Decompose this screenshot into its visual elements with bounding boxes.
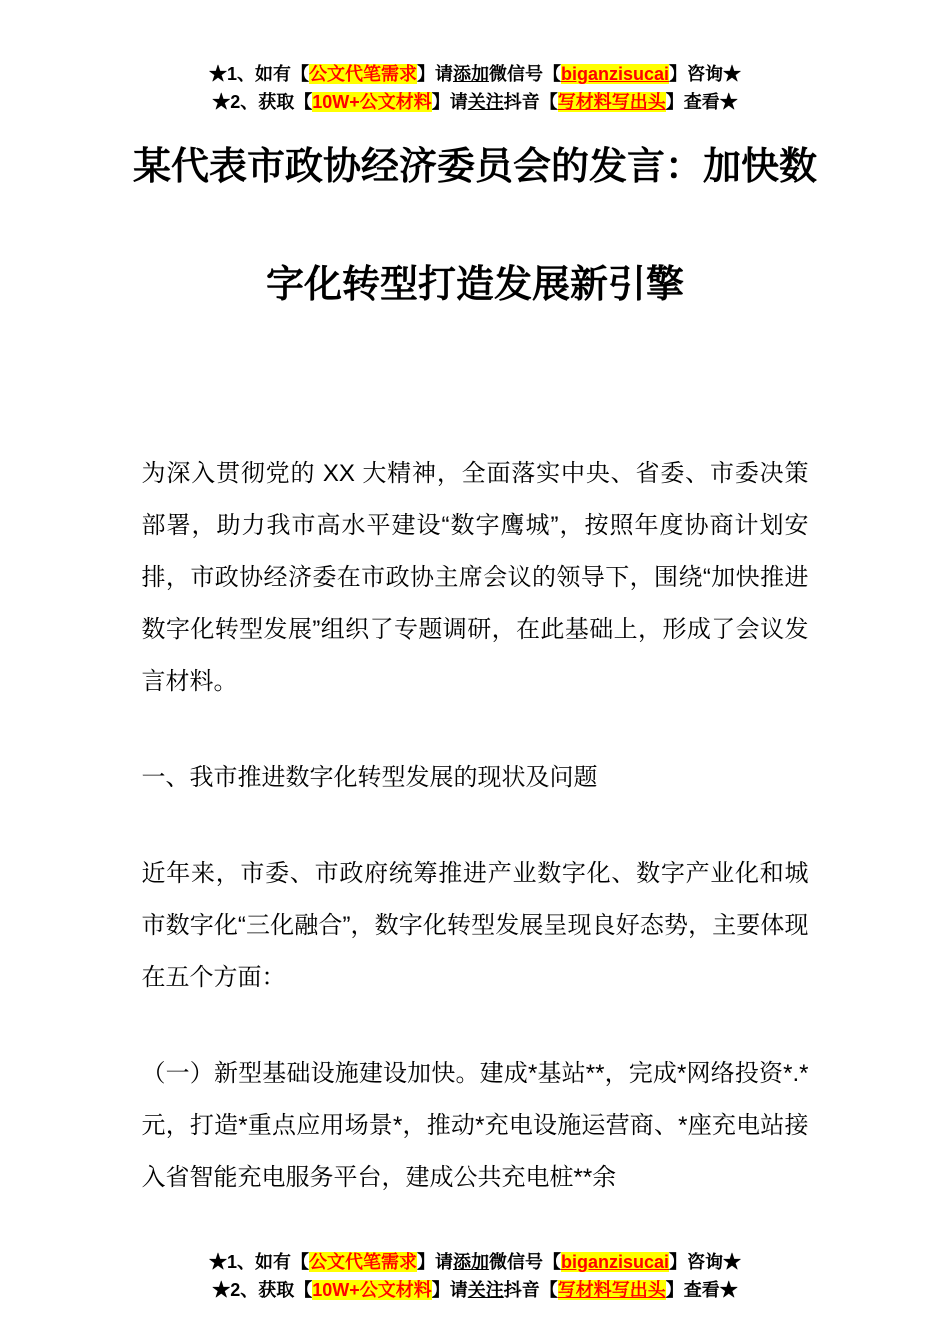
promo-text: 微信号【 (488, 1252, 561, 1272)
promo-text: 微信号【 (488, 64, 561, 84)
promo-banner-bottom (0, 1248, 950, 1304)
promo-text: 】请 (416, 1252, 453, 1272)
promo-text: 】咨询★ (669, 1252, 742, 1272)
promo-wechat-id: biganzisucai (560, 1252, 670, 1272)
promo-text: 抖音【 (503, 1280, 558, 1300)
promo-douyin-id: 写材料写出头 (557, 1280, 666, 1300)
promo-highlight-service: 公文代笔需求 (308, 1252, 417, 1272)
promo-line-1 (0, 60, 950, 88)
paragraph-overview: 近年来，市委、市政府统筹推进产业数字化、数字产业化和城市数字化“三化融合”，数字化转型发展呈现良好态势，主要体现在五个方面： (141, 860, 809, 991)
promo-wechat-id: biganzisucai (560, 64, 670, 84)
promo-text: 】咨询★ (669, 64, 742, 84)
promo-text: 】请 (416, 64, 453, 84)
document-body (142, 448, 809, 1204)
promo-follow-action: 关注 (467, 1280, 504, 1300)
paragraph-point-1: （一）新型基础设施建设加快。建成*基站**，完成*网络投资*.*元，打造*重点应用场景*，推动*充电设施运营商、*座充电站接入省智能充电服务平台，建成公共充电桩**余 (141, 1060, 809, 1191)
promo-highlight-materials: 10W+公文材料 (312, 92, 432, 112)
promo-line-1 (0, 1248, 950, 1276)
promo-line-2 (0, 1276, 950, 1304)
promo-banner-top (0, 0, 950, 116)
promo-highlight-materials: 10W+公文材料 (312, 1280, 432, 1300)
promo-text: 】请 (431, 1280, 468, 1300)
promo-text: 】请 (431, 92, 468, 112)
promo-text: ★1、如有【 (208, 64, 309, 84)
promo-text: 】查看★ (665, 92, 738, 112)
promo-text: 】查看★ (665, 1280, 738, 1300)
title-line-2: 字化转型打造发展新引擎 (265, 264, 684, 306)
promo-text: ★2、获取【 (212, 92, 313, 112)
paragraph-intro: 为深入贯彻党的 XX 大精神，全面落实中央、省委、市委决策部署，助力我市高水平建设“数字鹰城”，按照年度协商计划安排，市政协经济委在市政协主席会议的领导下，围绕“加快推进数字化转型发展”组织了专题调研，在此基础上，形成了会议发言材料。 (141, 460, 809, 695)
promo-text: ★1、如有【 (208, 1252, 309, 1272)
promo-add-action: 添加 (452, 64, 489, 84)
promo-highlight-service: 公文代笔需求 (308, 64, 417, 84)
section-heading-1: 一、我市推进数字化转型发展的现状及问题 (141, 764, 598, 791)
doc-title (0, 108, 950, 344)
promo-add-action: 添加 (452, 1252, 489, 1272)
promo-text: ★2、获取【 (212, 1280, 313, 1300)
promo-douyin-id: 写材料写出头 (557, 92, 666, 112)
title-line-1: 某代表市政协经济委员会的发言：加快数 (132, 146, 817, 188)
promo-text: 抖音【 (503, 92, 558, 112)
promo-follow-action: 关注 (467, 92, 504, 112)
